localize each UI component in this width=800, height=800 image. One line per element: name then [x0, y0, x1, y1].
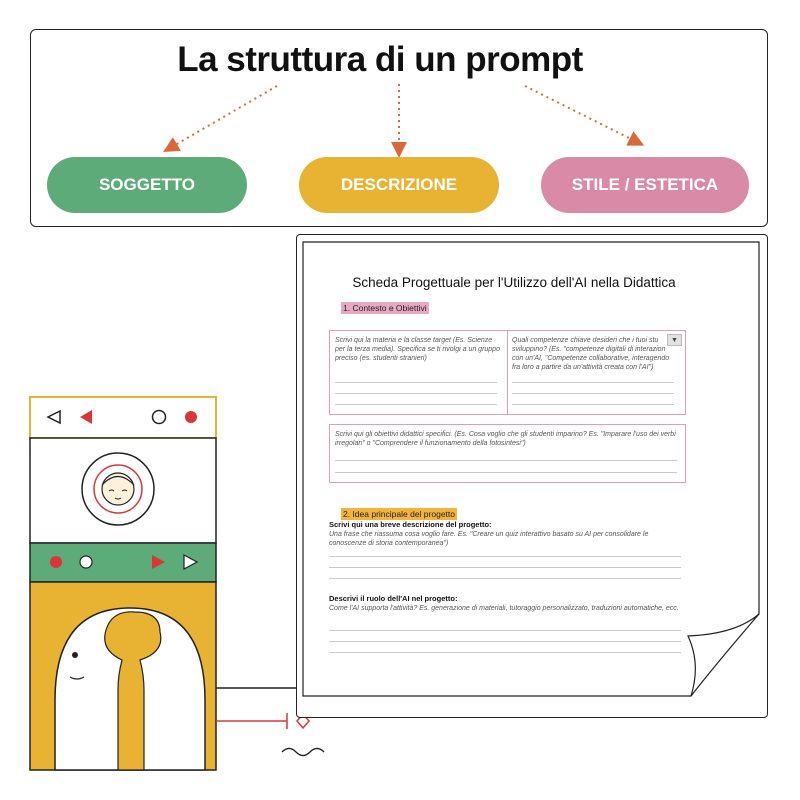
answer-line[interactable]: [512, 404, 674, 405]
section-heading-contesto: 1. Contesto e Obiettivi: [343, 303, 427, 313]
answer-line[interactable]: [335, 404, 497, 405]
answer-line[interactable]: [329, 630, 681, 631]
hint-descrizione: Una frase che riassuma cosa voglio fare. Es. "Creare un quiz interattivo basato su AI per consolidare le conoscenze di storia contemporanea"): [329, 531, 649, 547]
hint-competenze: Quali competenze chiave desideri che i tuoi stu sviluppino? (Es. "competenze digitali di interazion con un'AI, "Competenze collaborative, interagendo fra loro a partire da un'attività creata con l'AI"): [512, 337, 670, 371]
question-descrizione: Scrivi qui una breve descrizione del progetto:: [329, 520, 492, 529]
answer-line[interactable]: [329, 652, 681, 653]
prompt-structure-title: La struttura di un prompt: [177, 40, 583, 79]
answer-line[interactable]: [329, 641, 681, 642]
answer-line[interactable]: [335, 460, 677, 461]
face-badge-icon: [82, 453, 154, 525]
answer-line[interactable]: [329, 578, 681, 579]
person-head-icon: [55, 608, 205, 770]
dropdown-arrow-icon[interactable]: ▼: [667, 334, 682, 346]
hint-ruolo-ai: Come l'AI supporta l'attività? Es. generazione di materiali, tutoraggio personalizzato, traduzioni automatiche, ecc.: [329, 605, 679, 612]
answer-line[interactable]: [329, 567, 681, 568]
question-ruolo-ai: Descrivi il ruolo dell'AI nel progetto:: [329, 594, 458, 603]
record-dot-icon: [50, 556, 62, 568]
document-title: Scheda Progettuale per l'Utilizzo dell'AI nella Didattica: [352, 275, 676, 290]
answer-line[interactable]: [335, 393, 497, 394]
component-descrizione: DESCRIZIONE: [299, 157, 499, 213]
hint-materia-classe: Scrivi qui la materia e la classe target (Es. Scienze per la terza media). Specifica se ti rivolgi a un gruppo preciso (es. studenti stranieri): [335, 337, 500, 362]
section-heading-idea: 2. Idea principale del progetto: [343, 509, 455, 519]
component-stile-estetica: STILE / ESTETICA: [541, 157, 749, 213]
hint-obiettivi: Scrivi qui gli obiettivi didattici specifici. (Es. Cosa voglio che gli studenti imparino? Es. "Imparare l'uso dei verbi irregolari" o "Comprendere il funzionamento della fotosintesi"): [335, 431, 676, 447]
context-box-divider: [507, 330, 508, 415]
answer-line[interactable]: [512, 393, 674, 394]
wave-icon: [282, 749, 324, 756]
answer-line[interactable]: [329, 556, 681, 557]
circle-icon: [80, 556, 92, 568]
component-soggetto: SOGGETTO: [47, 157, 247, 213]
answer-line[interactable]: [335, 472, 677, 473]
answer-line[interactable]: [512, 382, 674, 383]
answer-line[interactable]: [335, 382, 497, 383]
record-dot-icon: [185, 411, 197, 423]
